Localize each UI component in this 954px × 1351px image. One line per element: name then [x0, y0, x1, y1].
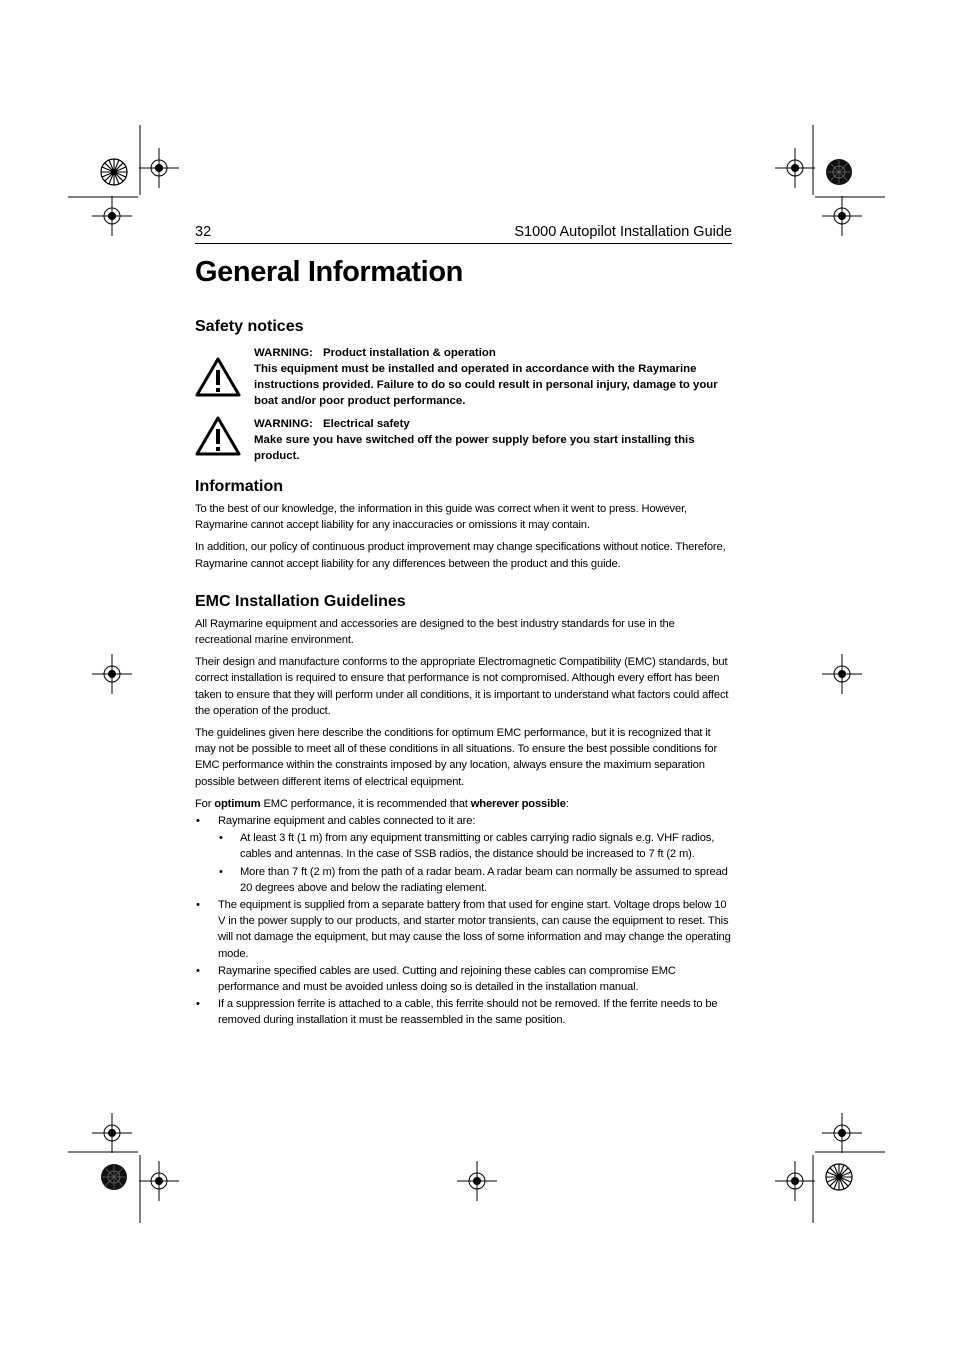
warning-triangle-icon	[195, 416, 254, 464]
warning-label: WARNING:	[254, 347, 313, 359]
information-heading: Information	[195, 478, 283, 495]
warning-body: This equipment must be installed and operated in accordance with the Raymarine instructions provided. Failure to do so could result in personal injury, damage to your boat and/or poor product performance.	[254, 363, 718, 407]
warning-label: WARNING:	[254, 418, 313, 430]
list-item: • More than 7 ft (2 m) from the path of a radar beam. A radar beam can normally be assumed to spread 20 degrees above and below the radiating element.	[218, 864, 732, 896]
list-item: • At least 3 ft (1 m) from any equipment transmitting or cables carrying radio signals e.g. VHF radios, cables and antennas. In the case of SSB radios, the distance should be increased to 7 ft (2 m).	[218, 830, 732, 862]
warning-triangle-icon	[195, 345, 254, 409]
emc-bullet-list	[195, 813, 732, 1029]
warning-block	[195, 345, 732, 409]
warning-title: Electrical safety	[323, 418, 410, 430]
safety-heading: Safety notices	[195, 318, 304, 335]
paragraph: The guidelines given here describe the conditions for optimum EMC performance, but it is recognized that it may not be possible to meet all of these conditions in all situations. To ensure the best possible conditions for EMC performance within the constraints imposed by any location, always ensure the maximum separation possible between different items of electrical equipment.	[195, 727, 718, 788]
running-header	[195, 224, 732, 244]
warning-block	[195, 416, 732, 464]
list-item: • Raymarine equipment and cables connected to it are: • At least 3 ft (1 m) from any equipment transmitting or cables carrying radio signals e.g. VHF radios, cables and antennas. In the case of SSB radios, the distance should be increased to 7 ft (2 m). • More than 7 ft (2 m) from the path of a radar beam. A radar beam can normally be assumed to spread 20 degrees above and below the radiating element.	[195, 813, 732, 896]
page-number: 32	[195, 224, 212, 240]
emc-heading: EMC Installation Guidelines	[195, 592, 406, 610]
recommend-paragraph: For optimum EMC performance, it is recommended that wherever possible:	[195, 797, 569, 810]
paragraph: In addition, our policy of continuous product improvement may change specifications without notice. Therefore, Raymarine cannot accept liability for any differences between the product and this guide.	[195, 541, 726, 570]
paragraph: Their design and manufacture conforms to the appropriate Electromagnetic Compatibility (EMC) standards, but correct installation is required to ensure that performance is not compromised. Although every effort has been taken to ensure that they will perform under all conditions, it is important to understand what factors could affect the operation of the product.	[195, 656, 729, 717]
list-item: • Raymarine specified cables are used. Cutting and rejoining these cables can compromise EMC performance and must be avoided unless doing so is detailed in the installation manual.	[195, 963, 732, 995]
paragraph: All Raymarine equipment and accessories are designed to the best industry standards for use in the recreational marine environment.	[195, 617, 675, 647]
page-content	[195, 224, 732, 1029]
paragraph: To the best of our knowledge, the information in this guide was correct when it went to press. However, Raymarine cannot accept liability for any inaccuracies or omissions it may contain.	[195, 503, 687, 532]
warning-title: Product installation & operation	[323, 347, 496, 359]
list-item: • If a suppression ferrite is attached to a cable, this ferrite should not be removed. If the ferrite needs to be removed during installation it must be reassembled in the same position.	[195, 996, 732, 1028]
sub-bullet-list	[218, 830, 732, 896]
running-title: S1000 Autopilot Installation Guide	[514, 224, 732, 240]
page-title: General Information	[195, 256, 463, 288]
warning-body: Make sure you have switched off the power supply before you start installing this product.	[254, 434, 695, 462]
list-item: • The equipment is supplied from a separate battery from that used for engine start. Voltage drops below 10 V in the power supply to our products, and starter motor transients, can cause the equipment to reset. This will not damage the equipment, but may cause the loss of some information and may change the operating mode.	[195, 897, 732, 962]
